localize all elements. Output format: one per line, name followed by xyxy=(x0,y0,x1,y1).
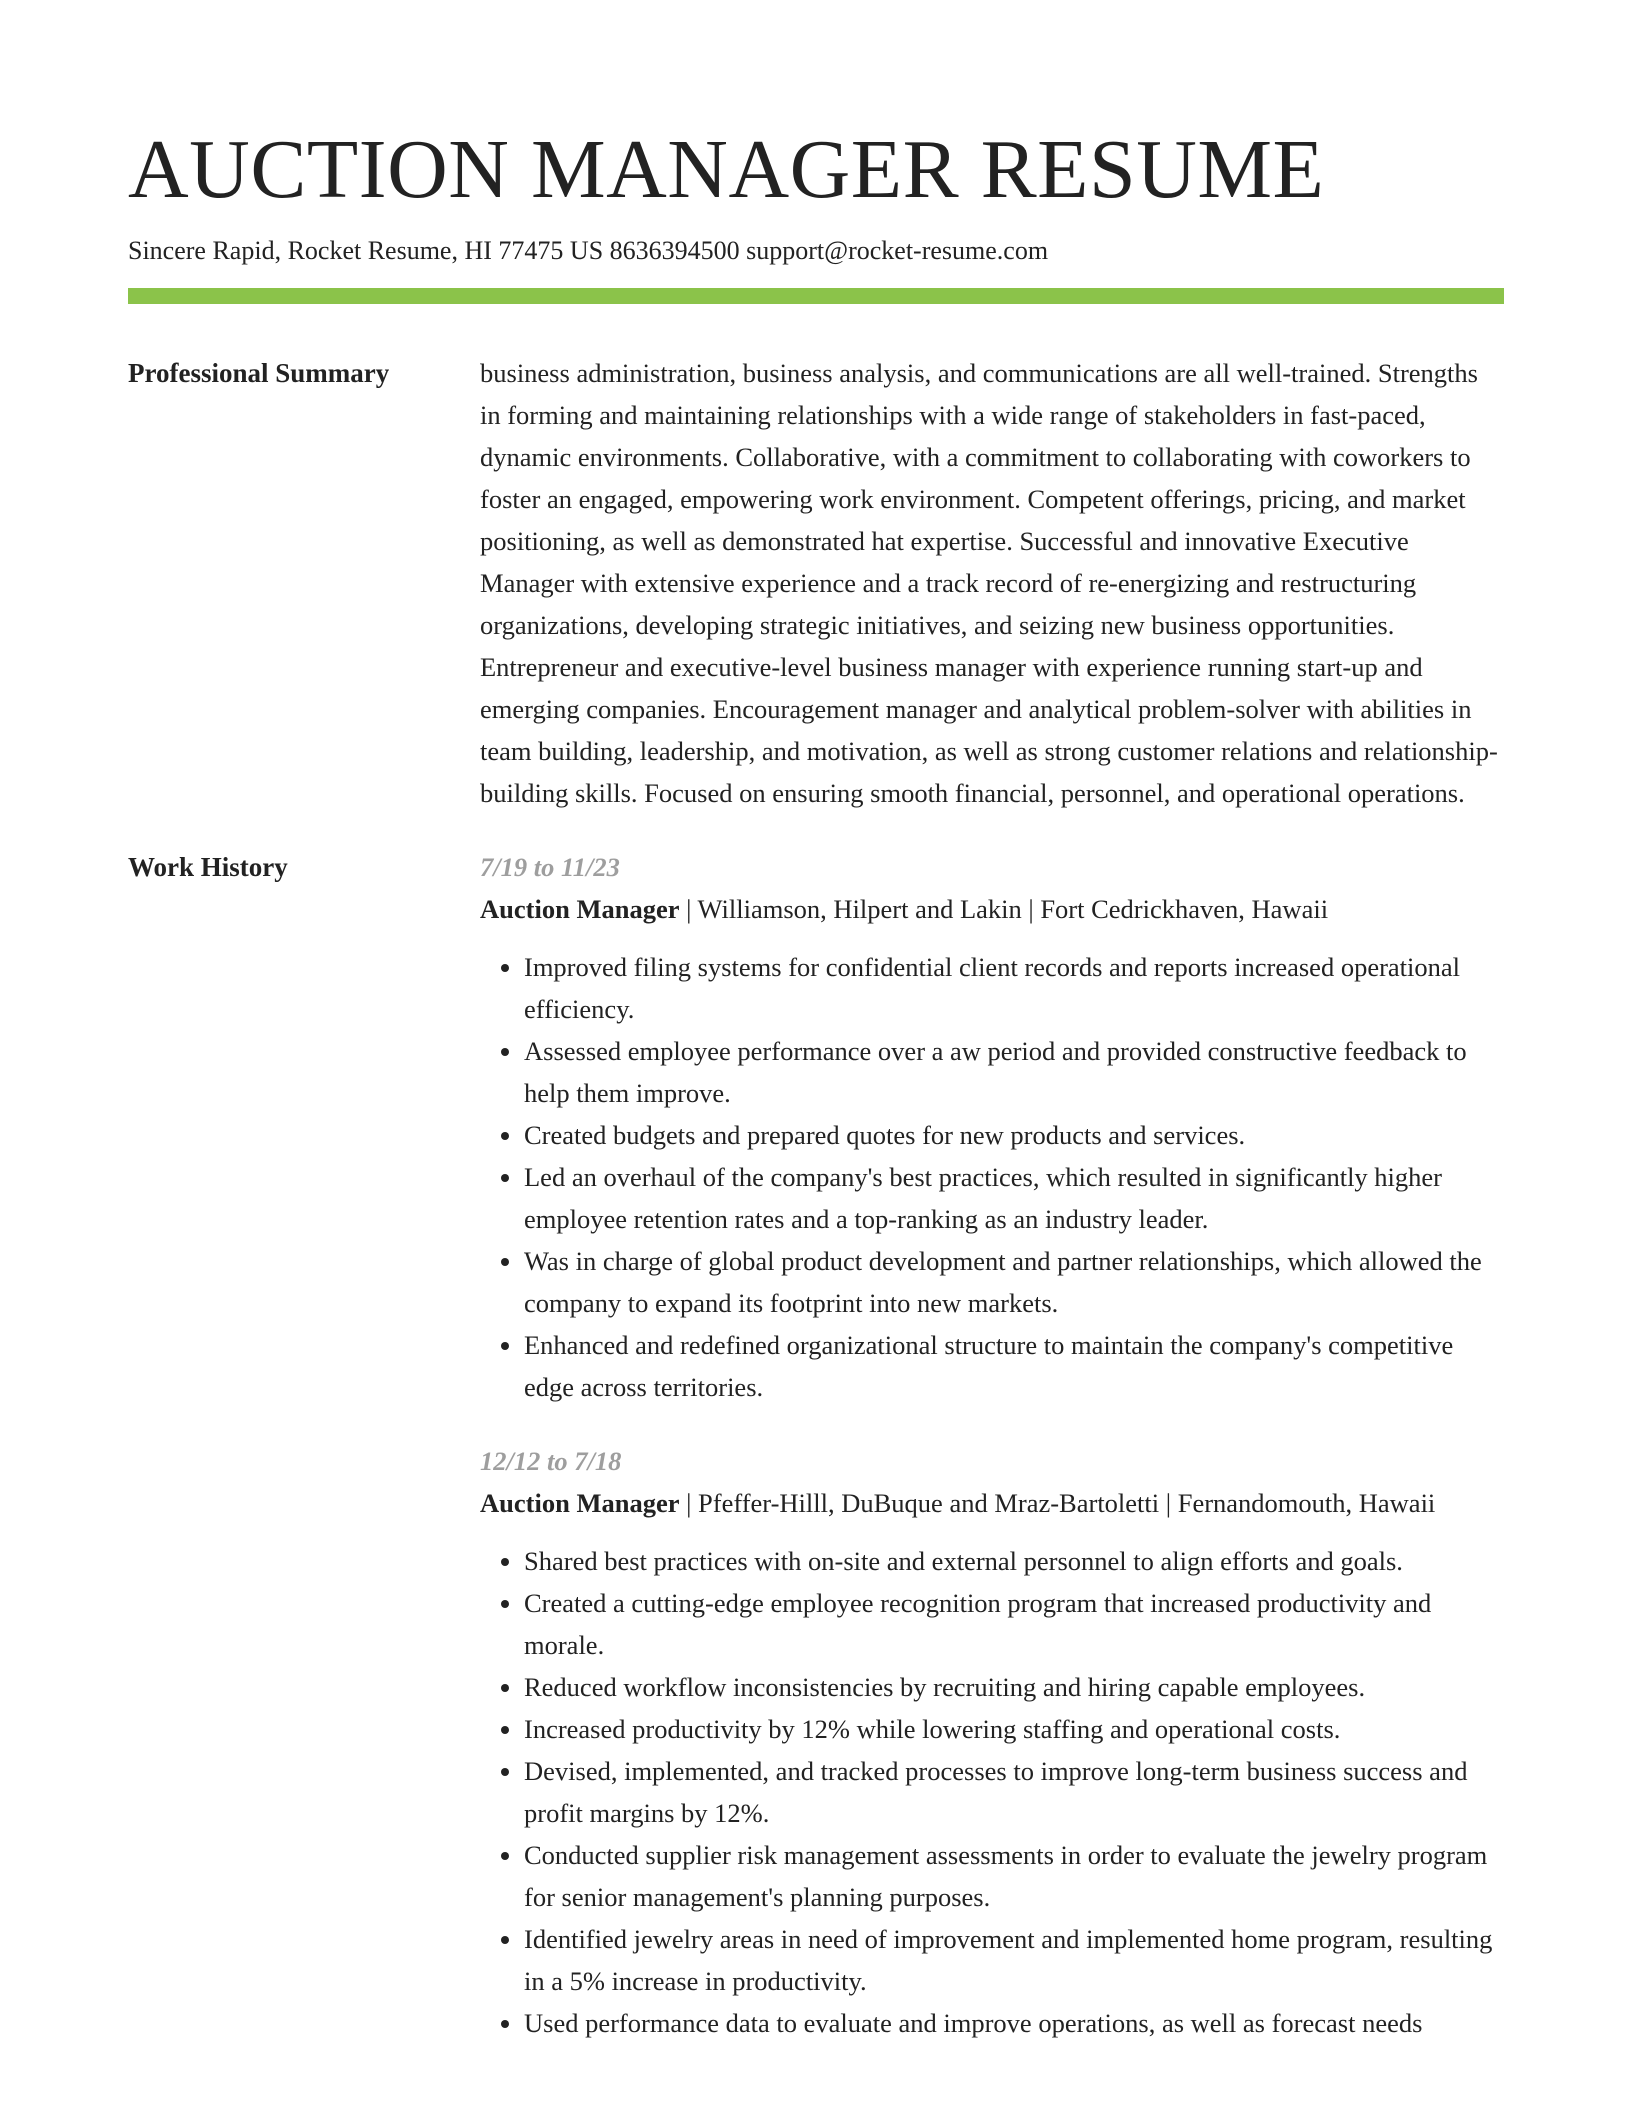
job-entry xyxy=(480,1440,1504,2044)
job-bullet: • Was in charge of global product development and partner relationships, which allowed the company to expand its footprint into new markets. xyxy=(524,1240,1504,1324)
job-bullet: • Used performance data to evaluate and improve operations, as well as forecast needs xyxy=(524,2002,1504,2044)
job-bullet: • Created budgets and prepared quotes for new products and services. xyxy=(524,1114,1504,1156)
job-bullet: • Created a cutting-edge employee recognition program that increased productivity and morale. xyxy=(524,1582,1504,1666)
work-history-body xyxy=(480,846,1504,2044)
job-bullet: • Increased productivity by 12% while lowering staffing and operational costs. xyxy=(524,1708,1504,1750)
job-role: Auction Manager xyxy=(480,894,680,924)
summary-body xyxy=(480,352,1504,814)
job-bullets xyxy=(480,946,1504,1408)
job-details: | Williamson, Hilpert and Lakin | Fort Cedrickhaven, Hawaii xyxy=(679,894,1329,924)
job-bullet: • Identified jewelry areas in need of improvement and implemented home program, resulting in a 5% increase in productivity. xyxy=(524,1918,1504,2002)
header-divider xyxy=(128,288,1504,304)
job-details: | Pfeffer-Hilll, DuBuque and Mraz-Bartoletti | Fernandomouth, Hawaii xyxy=(679,1488,1436,1518)
job-title-line xyxy=(480,1482,1504,1524)
work-history-section xyxy=(128,846,1504,2044)
job-bullet: • Enhanced and redefined organizational structure to maintain the company's competitive edge across territories. xyxy=(524,1324,1504,1408)
resume-page xyxy=(128,0,1504,2044)
section-label-work-history: Work History xyxy=(128,852,288,882)
job-bullets xyxy=(480,1540,1504,2044)
job-bullet: • Reduced workflow inconsistencies by recruiting and hiring capable employees. xyxy=(524,1666,1504,1708)
job-role: Auction Manager xyxy=(480,1488,680,1518)
job-entry xyxy=(480,846,1504,1408)
contact-info: Sincere Rapid, Rocket Resume, HI 77475 US 8636394500 support@rocket-resume.com xyxy=(128,236,1049,265)
job-bullet: • Led an overhaul of the company's best practices, which resulted in significantly higher employee retention rates and a top-ranking as an industry leader. xyxy=(524,1156,1504,1240)
job-bullet: • Shared best practices with on-site and external personnel to align efforts and goals. xyxy=(524,1540,1504,1582)
job-dates: 7/19 to 11/23 xyxy=(480,852,620,882)
page-title: AUCTION MANAGER RESUME xyxy=(128,123,1325,216)
job-dates: 12/12 to 7/18 xyxy=(480,1446,622,1476)
summary-text: business administration, business analysis, and communications are all well-trained. Strengths in forming and maintaining relationships with a wide range of stakeholders in fast-paced, dynamic environments. Collaborative, with a commitment to collaborating with coworkers to foster an engaged, empowering work environment. Competent offerings, pricing, and market positioning, as well as demonstrated hat expertise. Successful and innovative Executive Manager with extensive experience and a track record of re-energizing and restructuring organizations, developing strategic initiatives, and seizing new business opportunities. Entrepreneur and executive-level business manager with experience running start-up and emerging companies. Encouragement manager and analytical problem-solver with abilities in team building, leadership, and motivation, as well as strong customer relations and relationship-building skills. Focused on ensuring smooth financial, personnel, and operational operations. xyxy=(480,358,1498,808)
job-title-line xyxy=(480,888,1504,930)
job-bullet: • Assessed employee performance over a aw period and provided constructive feedback to help them improve. xyxy=(524,1030,1504,1114)
job-bullet: • Improved filing systems for confidential client records and reports increased operational efficiency. xyxy=(524,946,1504,1030)
job-bullet: • Devised, implemented, and tracked processes to improve long-term business success and profit margins by 12%. xyxy=(524,1750,1504,1834)
professional-summary-section xyxy=(128,352,1504,814)
section-label-summary: Professional Summary xyxy=(128,358,390,388)
job-bullet: • Conducted supplier risk management assessments in order to evaluate the jewelry program for senior management's planning purposes. xyxy=(524,1834,1504,1918)
